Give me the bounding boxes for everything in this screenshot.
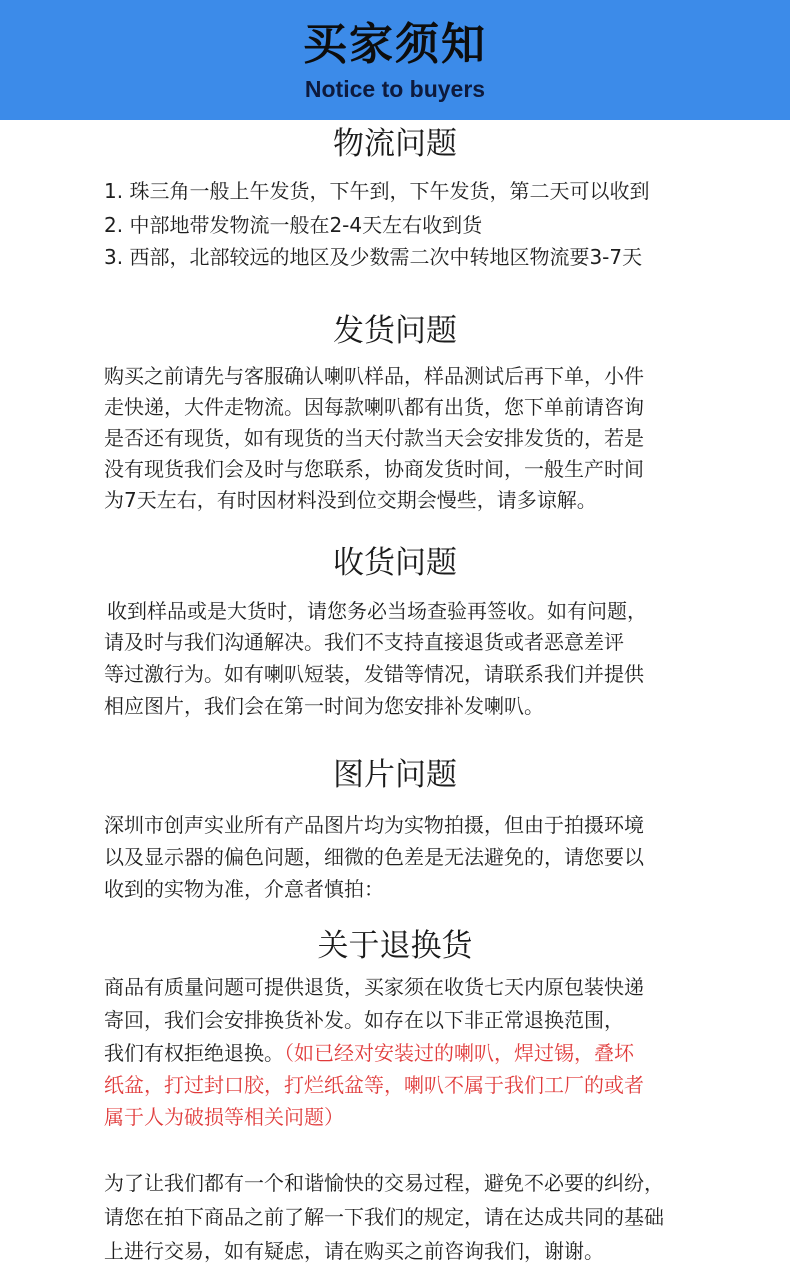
shipping-line: 走快递，大件走物流。因每款喇叭都有出货，您下单前请咨询: [104, 395, 644, 419]
shipping-line: 是否还有现货，如有现货的当天付款当天会安排发货的，若是: [104, 426, 644, 450]
returns-line: 寄回，我们会安排换货补发。如存在以下非正常退换范围，: [104, 1008, 624, 1032]
receiving-line: 收到样品或是大货时，请您务必当场查验再签收。如有问题，: [107, 599, 647, 623]
section-heading-logistics: 物流问题: [333, 126, 457, 162]
section-heading-pictures: 图片问题: [333, 757, 457, 793]
receiving-line: 相应图片，我们会在第一时间为您安排补发喇叭。: [104, 694, 544, 718]
shipping-line: 为7天左右，有时因材料没到位交期会慢些，请多谅解。: [104, 488, 597, 512]
header-banner: [0, 0, 790, 120]
receiving-line: 请及时与我们沟通解决。我们不支持直接退货或者恶意差评: [104, 630, 624, 654]
pictures-line: 深圳市创声实业所有产品图片均为实物拍摄，但由于拍摄环境: [104, 813, 644, 837]
page-title: 买家须知: [303, 19, 487, 70]
closing-line: 为了让我们都有一个和谐愉快的交易过程，避免不必要的纠纷，: [104, 1171, 664, 1195]
logistics-item: 1. 珠三角一般上午发货，下午到，下午发货，第二天可以收到: [104, 179, 650, 203]
logistics-item: 2. 中部地带发物流一般在2-4天左右收到货: [104, 213, 483, 237]
shipping-line: 购买之前请先与客服确认喇叭样品，样品测试后再下单，小件: [104, 364, 644, 388]
page-subtitle: Notice to buyers: [304, 76, 486, 102]
closing-line: 上进行交易，如有疑虑，请在购买之前咨询我们，谢谢。: [104, 1239, 604, 1263]
pictures-line: 收到的实物为准，介意者慎拍：: [104, 877, 384, 901]
section-heading-returns: 关于退换货: [317, 928, 473, 964]
returns-exceptions-text: （如已经对安装过的喇叭，焊过锡，叠坏: [284, 1041, 634, 1065]
pictures-line: 以及显示器的偏色问题，细微的色差是无法避免的，请您要以: [104, 845, 644, 869]
closing-line: 请您在拍下商品之前了解一下我们的规定，请在达成共同的基础: [104, 1205, 664, 1229]
returns-exceptions-line: 纸盆，打过封口胶，打烂纸盆等，喇叭不属于我们工厂的或者: [104, 1073, 644, 1097]
returns-line: 商品有质量问题可提供退货，买家须在收货七天内原包装快递: [104, 975, 644, 999]
section-heading-receiving: 收货问题: [333, 545, 457, 581]
shipping-line: 没有现货我们会及时与您联系，协商发货时间，一般生产时间: [104, 457, 644, 481]
logistics-item: 3. 西部，北部较远的地区及少数需二次中转地区物流要3-7天: [104, 245, 643, 269]
returns-refuse-text: 我们有权拒绝退换。: [104, 1041, 284, 1065]
returns-exceptions-line: 属于人为破损等相关问题）: [104, 1105, 344, 1129]
section-heading-shipping: 发货问题: [333, 313, 457, 349]
returns-line: [104, 1039, 634, 1067]
receiving-line: 等过激行为。如有喇叭短装，发错等情况，请联系我们并提供: [104, 662, 644, 686]
